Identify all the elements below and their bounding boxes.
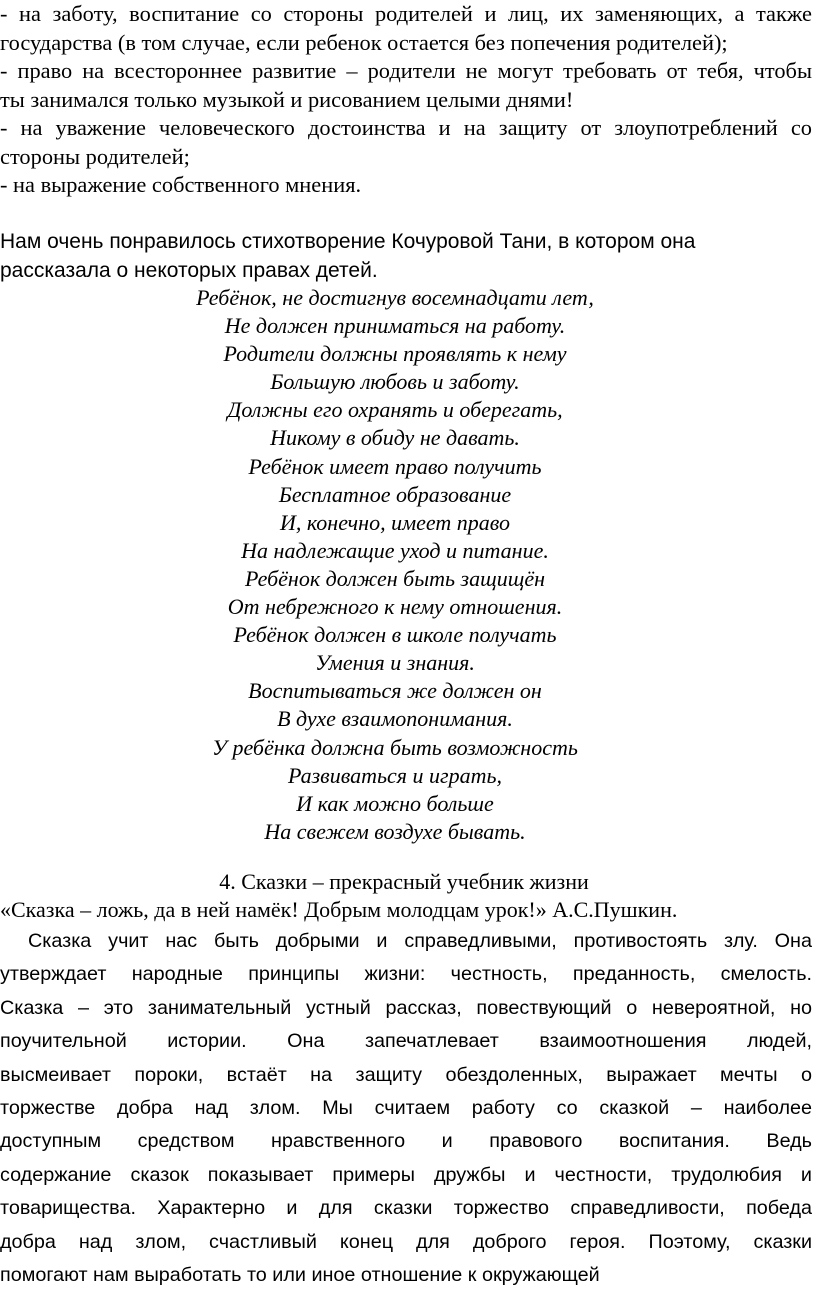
epigraph: «Сказка – ложь, да в ней намёк! Добрым молодцам урок!» А.С.Пушкин. xyxy=(0,897,678,922)
poem-line: Воспитываться же должен он xyxy=(248,678,542,704)
paragraph-line: поучительной истории. Она запечатлевает взаимоотношения людей, xyxy=(0,1030,812,1053)
poem-line: Умения и знания. xyxy=(315,650,475,676)
paragraph xyxy=(0,925,812,1292)
paragraph-line: утверждает народные принципы жизни: честность, преданность, смелость. xyxy=(0,963,812,986)
poem-line: На надлежащие уход и питание. xyxy=(241,537,549,563)
poem-line: Должны его охранять и оберегать, xyxy=(227,397,563,423)
poem-line: Ребёнок должен быть защищён xyxy=(244,565,546,591)
poem-line: И, конечно, имеет право xyxy=(279,509,511,535)
rights-line: - право на всестороннее развитие – родители не могут требовать от тебя, чтобы xyxy=(0,58,812,83)
rights-line: - на заботу, воспитание со стороны родителей и лиц, их заменяющих, а также xyxy=(0,1,812,26)
paragraph-line: добра над злом, счастливый конец для доброго героя. Поэтому, сказки xyxy=(0,1230,812,1253)
poem xyxy=(0,284,790,846)
poem-line: На свежем воздухе бывать. xyxy=(264,818,526,844)
intro-line: Нам очень понравилось стихотворение Кочуровой Тани, в котором она xyxy=(0,230,696,253)
rights-line: государства (в том случае, если ребенок остается без попечения родителей); xyxy=(0,29,728,55)
section-title: 4. Сказки – прекрасный учебник жизни xyxy=(219,869,589,894)
poem-line: И как можно больше xyxy=(296,790,494,816)
paragraph-line: высмеивает пороки, встаёт на защиту обездоленных, выражает мечты о xyxy=(0,1063,812,1086)
poem-line: В духе взаимопонимания. xyxy=(277,706,513,732)
paragraph-line: Сказка – это занимательный устный рассказ, повествующий о невероятной, но xyxy=(0,996,812,1019)
poem-line: Большую любовь и заботу. xyxy=(270,369,520,395)
rights-line: - на выражение собственного мнения. xyxy=(0,172,362,197)
rights-line: стороны родителей; xyxy=(0,143,190,169)
paragraph-line: доступным средством нравственного и правового воспитания. Ведь xyxy=(0,1130,812,1153)
intro-line: рассказала о некоторых правах детей. xyxy=(0,259,378,282)
poem-line: Родители должны проявлять к нему xyxy=(223,341,567,367)
poem-line: Ребёнок имеет право получить xyxy=(248,453,542,479)
paragraph-line: торжестве добра над злом. Мы считаем работу со сказкой – наиболее xyxy=(0,1097,812,1120)
poem-intro xyxy=(0,227,812,285)
poem-line: Ребёнок, не достигнув восемнадцати лет, xyxy=(196,285,594,310)
paragraph-line: помогают нам выработать то или иное отношение к окружающей xyxy=(0,1264,600,1287)
poem-line: Не должен приниматься на работу. xyxy=(224,313,566,339)
poem-line: Развиваться и играть, xyxy=(287,762,502,788)
paragraph-line: Сказка учит нас быть добрыми и справедливыми, противостоять злу. Она xyxy=(28,930,812,952)
rights-line: ты занимался только музыкой и рисованием целыми днями! xyxy=(0,86,574,112)
rights-line: - на уважение человеческого достоинства и на защиту от злоупотреблений со xyxy=(0,115,812,140)
rights-list xyxy=(0,0,812,200)
paragraph-line: содержание сказок показывает примеры дружбы и честности, трудолюбия и xyxy=(0,1163,812,1186)
paragraph-line: товарищества. Характерно и для сказки торжество справедливости, победа xyxy=(0,1197,812,1220)
poem-line: Бесплатное образование xyxy=(278,481,512,507)
poem-line: У ребёнка должна быть возможность xyxy=(212,734,578,760)
poem-line: Никому в обиду не давать. xyxy=(270,425,520,451)
poem-line: От небрежного к нему отношения. xyxy=(227,594,563,620)
poem-line: Ребёнок должен в школе получать xyxy=(233,622,557,648)
